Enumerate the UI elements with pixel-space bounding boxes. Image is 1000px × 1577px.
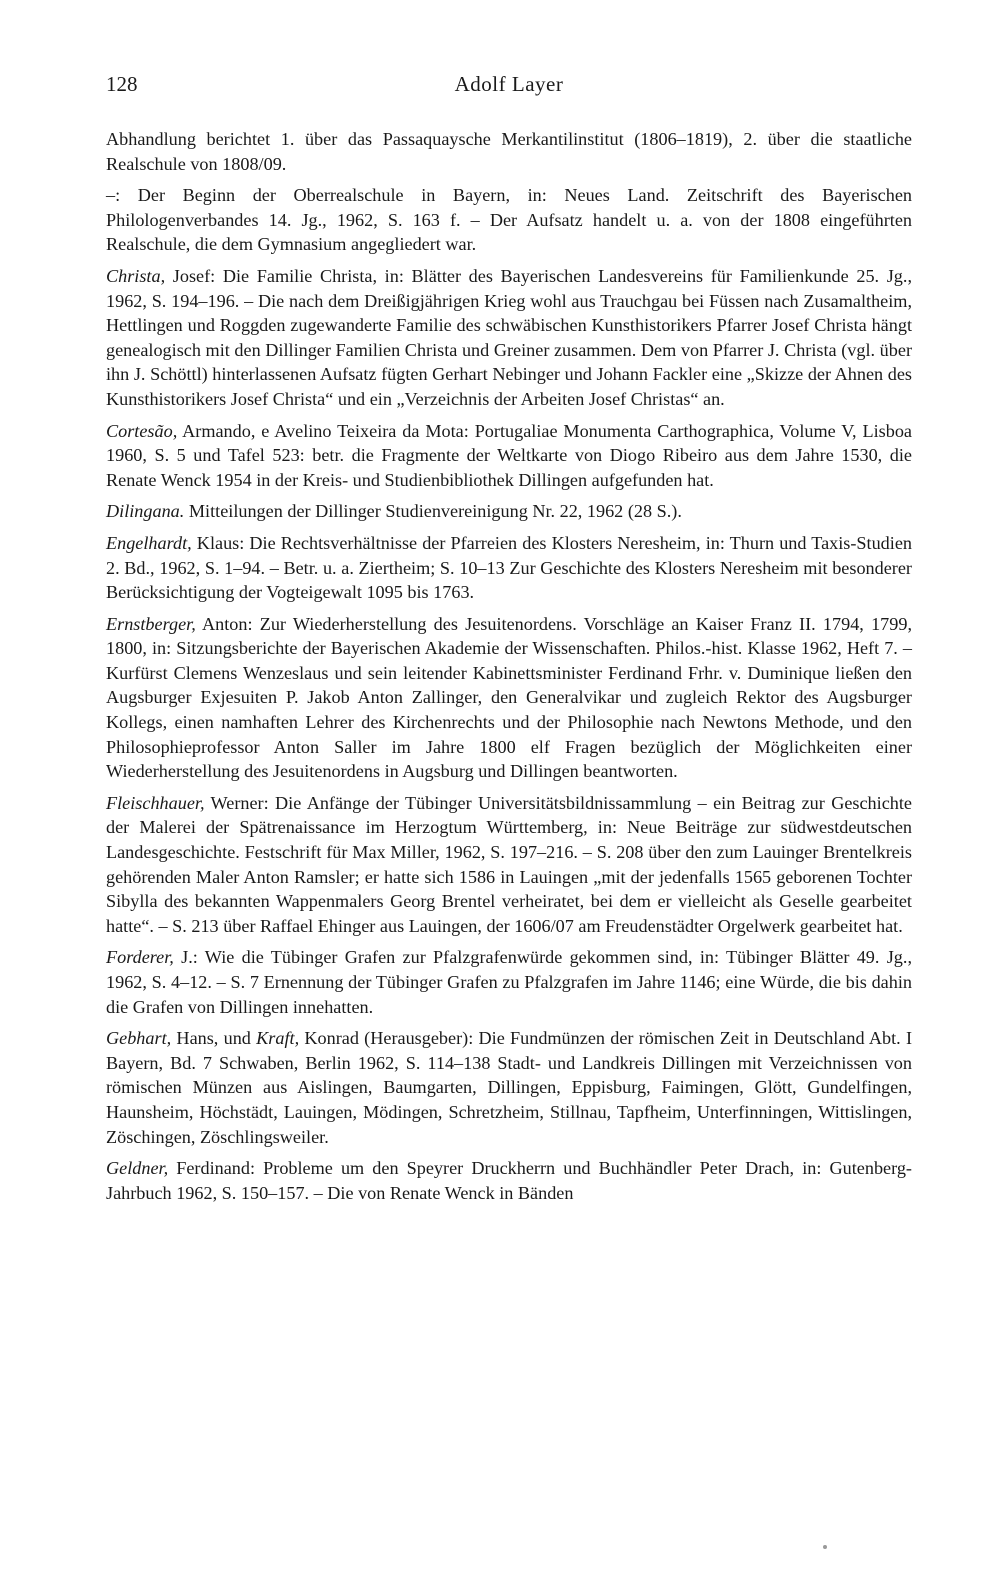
entry-text: Abhandlung berichtet 1. über das Passaquaysche Merkantilinstitut (1806–1819), 2. über die staatliche Realschule von 1808/09. (106, 129, 912, 174)
entry-text: –: Der Beginn der Oberrealschule in Bayern, in: Neues Land. Zeitschrift des Bayerischen Philologenverbandes 14. Jg., 1962, S. 163 f. – Der Aufsatz handelt u. a. von der 1808 eingeführten Realschule, die dem Gymnasium angegliedert war. (106, 185, 912, 255)
entry-author: Engelhardt, (106, 532, 192, 553)
entry-text: Armando, e Avelino Teixeira da Mota: Portugaliae Monumenta Carthographica, Volume V, Lisboa 1960, S. 5 und Tafel 523: betr. die Fragmente der Weltkarte von Diogo Ribeiro aus dem Jahre 1530, die Renate Wenck 1954 in der Kreis- und Studienbibliothek Dillingen aufgefunden hat. (106, 420, 912, 490)
entry-text: Klaus: Die Rechtsverhältnisse der Pfarreien des Klosters Neresheim, in: Thurn und Taxis-Studien 2. Bd., 1962, S. 1–94. – Betr. u. a. Ziertheim; S. 10–13 Zur Geschichte des Klosters Neresheim mit besonderer Berücksichtigung der Vogteigewalt 1095 bis 1763. (106, 532, 912, 603)
entry-author: Christa, (106, 265, 166, 286)
scan-speck (823, 1545, 827, 1549)
entry-text: Hans, und (171, 1028, 257, 1049)
entry-author: Dilingana. (106, 501, 185, 522)
entry-text-continued: Konrad (Herausgeber): Die Fundmünzen der römischen Zeit in Deutschland Abt. I Bayern, Bd. 7 Schwaben, Berlin 1962, S. 114–138 Stadt- und Landkreis Dillingen mit Verzeichnissen von römischen Münzen aus Aislingen, Baumgarten, Dillingen, Eppisburg, Faimingen, Glött, Gundelfingen, Haunsheim, Höchstädt, Lauingen, Mödingen, Schretzheim, Stillnau, Tapfheim, Unterfinningen, Wittislingen, Zöschingen, Zöschlingsweiler. (106, 1028, 912, 1147)
entry-text: J.: Wie die Tübinger Grafen zur Pfalzgrafenwürde gekommen sind, in: Tübinger Blätter 49. Jg., 1962, S. 4–12. – S. 7 Ernennung der Tübinger Grafen zu Pfalzgrafen im Jahre 1146; eine Würde, die bis dahin die Grafen von Dillingen innehatten. (106, 947, 912, 1017)
bibliography-entry (106, 945, 912, 1019)
running-title: Adolf Layer (454, 72, 564, 96)
bibliography-entry (106, 612, 912, 784)
bibliography-entry (106, 531, 912, 605)
entry-author: Gebhart, (106, 1028, 172, 1049)
bibliography-entry (106, 499, 912, 524)
bibliography-entry (106, 183, 912, 257)
entry-author: Ernstberger, (106, 613, 196, 634)
entry-text: Werner: Die Anfänge der Tübinger Universitätsbildnissammlung – ein Beitrag zur Geschichte der Malerei der Spätrenaissance im Herzogtum Württemberg, in: Neue Beiträge zur südwestdeutschen Landesgeschichte. Festschrift für Max Miller, 1962, S. 197–216. – S. 208 über den zum Lauinger Brentelkreis gehörenden Maler Anton Ramsler; er hatte sich 1586 in Lauingen „mit der jedenfalls 1565 geborenen Tochter Sibylla des bekannten Wappenmalers Georg Brentel verheiratet, bei dem er vielleicht als Geselle gearbeitet hatte“. – S. 213 über Raffael Ehinger aus Lauingen, der 1606/07 am Freudenstädter Orgelwerk gearbeitet hat. (106, 792, 912, 936)
page-header (106, 72, 912, 106)
entry-text: Mitteilungen der Dillinger Studienvereinigung Nr. 22, 1962 (28 S.). (184, 501, 682, 522)
entry-text: Ferdinand: Probleme um den Speyrer Druckherrn und Buchhändler Peter Drach, in: Gutenberg-Jahrbuch 1962, S. 150–157. – Die von Renate Wenck in Bänden (106, 1158, 912, 1203)
bibliography-entry (106, 791, 912, 939)
bibliography-text (106, 127, 912, 1212)
entry-text: Josef: Die Familie Christa, in: Blätter des Bayerischen Landesvereins für Familienkunde 25. Jg., 1962, S. 194–196. – Die nach dem Dreißigjährigen Krieg wohl aus Trauchgau bei Füssen nach Zusamaltheim, Hettlingen und Roggden zugewanderte Familie des schwäbischen Kunsthistorikers Pfarrer Josef Christa hängt genealogisch mit den Dillinger Familien Christa und Greiner zusammen. Dem von Pfarrer J. Christa (vgl. über ihn J. Schöttl) hinterlassenen Aufsatz fügten Gerhart Nebinger und Johann Fackler eine „Skizze der Ahnen des Kunsthistorikers Josef Christa“ und ein „Verzeichnis der Arbeiten Josef Christas“ an. (106, 265, 912, 409)
entry-author: Forderer, (106, 947, 174, 968)
bibliography-entry (106, 1156, 912, 1205)
entry-author: Cortesão, (106, 420, 178, 441)
entry-text: Anton: Zur Wiederherstellung des Jesuitenordens. Vorschläge an Kaiser Franz II. 1794, 1799, 1800, in: Sitzungsberichte der Bayerischen Akademie der Wissenschaften. Philos.-hist. Klasse 1962, Heft 7. – Kurfürst Clemens Wenzeslaus und sein leitender Kabinettsminister Ferdinand Frhr. v. Duminique ließen den Augsburger Exjesuiten P. Jakob Anton Zallinger, den Generalvikar und zugleich Rektor des Augsburger Kollegs, einen namhaften Lehrer des Kirchenrechts und der Philosophie nach Newtons Methode, und den Philosophieprofessor Anton Saller im Jahre 1800 elf Fragen bezüglich der Möglichkeiten einer Wiederherstellung des Jesuitenordens in Augsburg und Dillingen beantworten. (106, 613, 912, 782)
page-number: 128 (106, 72, 138, 96)
entry-author: Fleischhauer, (106, 792, 205, 813)
entry-coauthor: Kraft, (256, 1028, 300, 1049)
bibliography-entry (106, 1026, 912, 1149)
bibliography-entry (106, 127, 912, 176)
entry-author: Geldner, (106, 1158, 169, 1179)
bibliography-entry (106, 419, 912, 493)
bibliography-entry (106, 264, 912, 412)
